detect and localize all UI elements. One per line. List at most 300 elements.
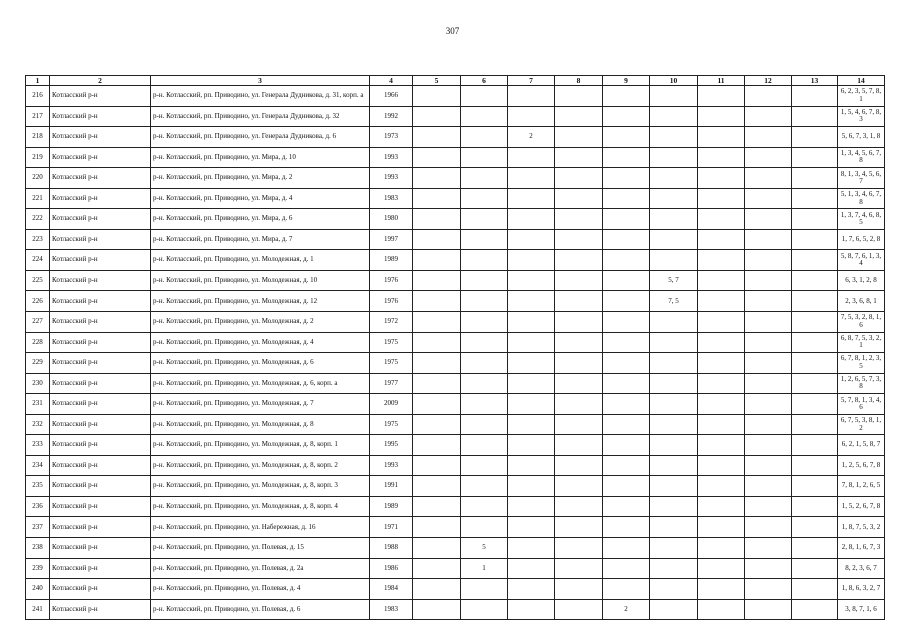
col-5-cell — [413, 188, 461, 209]
col-9-cell — [603, 188, 650, 209]
col-12-cell — [745, 476, 792, 497]
col-13-cell — [792, 147, 838, 168]
table-row — [26, 229, 885, 250]
col-5-cell — [413, 558, 461, 579]
col-7-cell — [508, 332, 555, 353]
col-12-cell — [745, 579, 792, 600]
col-9-cell — [603, 209, 650, 230]
page-number: 307 — [445, 26, 460, 36]
col-8-cell — [555, 291, 603, 312]
col-9-cell — [603, 312, 650, 333]
col-10-cell — [650, 209, 698, 230]
table-row — [26, 394, 885, 415]
col-9-cell — [603, 250, 650, 271]
col-12-cell — [745, 558, 792, 579]
col-5-cell — [413, 538, 461, 559]
col-11-cell — [698, 209, 745, 230]
table-row — [26, 476, 885, 497]
col-5-cell — [413, 209, 461, 230]
col-5-cell — [413, 517, 461, 538]
col-14-cell: 2, 8, 1, 6, 7, 3 — [838, 538, 885, 559]
col-14-cell: 5, 6, 7, 3, 1, 8 — [838, 127, 885, 148]
row-number-cell: 238 — [26, 538, 50, 559]
address-cell: р-н. Котласский, рп. Приводино, ул. Молодежная, д. 4 — [151, 332, 370, 353]
col-5-cell — [413, 353, 461, 374]
col-5-cell — [413, 435, 461, 456]
column-header-1: 1 — [26, 76, 50, 86]
col-13-cell — [792, 127, 838, 148]
table-row — [26, 312, 885, 333]
col-9-cell — [603, 353, 650, 374]
col-11-cell — [698, 394, 745, 415]
year-cell: 1984 — [370, 579, 413, 600]
col-13-cell — [792, 250, 838, 271]
year-cell: 1989 — [370, 250, 413, 271]
col-7-cell — [508, 291, 555, 312]
registry-table — [25, 75, 885, 620]
col-6-cell — [461, 435, 508, 456]
col-10-cell: 7, 5 — [650, 291, 698, 312]
district-cell: Котласский р-н — [50, 147, 151, 168]
column-header-9: 9 — [603, 76, 650, 86]
col-11-cell — [698, 147, 745, 168]
col-6-cell — [461, 414, 508, 435]
col-10-cell — [650, 106, 698, 127]
year-cell: 1976 — [370, 291, 413, 312]
col-6-cell — [461, 455, 508, 476]
row-number-cell: 220 — [26, 168, 50, 189]
row-number-cell: 241 — [26, 599, 50, 620]
district-cell: Котласский р-н — [50, 250, 151, 271]
col-9-cell — [603, 394, 650, 415]
col-10-cell — [650, 476, 698, 497]
col-8-cell — [555, 86, 603, 107]
col-6-cell — [461, 394, 508, 415]
col-7-cell — [508, 209, 555, 230]
col-10-cell — [650, 579, 698, 600]
col-11-cell — [698, 558, 745, 579]
col-12-cell — [745, 599, 792, 620]
address-cell: р-н. Котласский, рп. Приводино, ул. Полевая, д. 4 — [151, 579, 370, 600]
col-9-cell — [603, 455, 650, 476]
col-5-cell — [413, 106, 461, 127]
table-row — [26, 496, 885, 517]
col-12-cell — [745, 106, 792, 127]
col-14-cell: 1, 2, 6, 5, 7, 3, 8 — [838, 373, 885, 394]
year-cell: 1995 — [370, 435, 413, 456]
col-11-cell — [698, 579, 745, 600]
address-cell: р-н. Котласский, рп. Приводино, ул. Мира, д. 6 — [151, 209, 370, 230]
col-12-cell — [745, 86, 792, 107]
table-row — [26, 353, 885, 374]
col-8-cell — [555, 312, 603, 333]
col-12-cell — [745, 435, 792, 456]
col-8-cell — [555, 394, 603, 415]
address-cell: р-н. Котласский, рп. Приводино, ул. Генерала Дудникова, д. 32 — [151, 106, 370, 127]
col-5-cell — [413, 229, 461, 250]
table-row — [26, 127, 885, 148]
address-cell: р-н. Котласский, рп. Приводино, ул. Молодежная, д. 6, корп. а — [151, 373, 370, 394]
col-14-cell: 6, 2, 3, 5, 7, 8, 1 — [838, 86, 885, 107]
col-7-cell — [508, 270, 555, 291]
col-6-cell — [461, 168, 508, 189]
col-9-cell — [603, 538, 650, 559]
table-row — [26, 579, 885, 600]
district-cell: Котласский р-н — [50, 414, 151, 435]
col-8-cell — [555, 168, 603, 189]
col-5-cell — [413, 414, 461, 435]
district-cell: Котласский р-н — [50, 86, 151, 107]
col-9-cell — [603, 86, 650, 107]
col-14-cell: 7, 5, 3, 2, 8, 1, 6 — [838, 312, 885, 333]
col-6-cell — [461, 86, 508, 107]
col-12-cell — [745, 270, 792, 291]
col-11-cell — [698, 250, 745, 271]
col-10-cell — [650, 517, 698, 538]
col-5-cell — [413, 127, 461, 148]
col-9-cell — [603, 229, 650, 250]
col-9-cell — [603, 373, 650, 394]
col-8-cell — [555, 332, 603, 353]
col-14-cell: 8, 2, 3, 6, 7 — [838, 558, 885, 579]
col-8-cell — [555, 106, 603, 127]
col-10-cell: 5, 7 — [650, 270, 698, 291]
column-header-4: 4 — [370, 76, 413, 86]
district-cell: Котласский р-н — [50, 435, 151, 456]
address-cell: р-н. Котласский, рп. Приводино, ул. Полевая, д. 15 — [151, 538, 370, 559]
district-cell: Котласский р-н — [50, 517, 151, 538]
col-10-cell — [650, 168, 698, 189]
col-7-cell — [508, 168, 555, 189]
col-14-cell: 7, 8, 1, 2, 6, 5 — [838, 476, 885, 497]
col-5-cell — [413, 579, 461, 600]
year-cell: 2009 — [370, 394, 413, 415]
col-6-cell: 5 — [461, 538, 508, 559]
col-11-cell — [698, 496, 745, 517]
col-6-cell — [461, 147, 508, 168]
col-7-cell — [508, 147, 555, 168]
col-8-cell — [555, 414, 603, 435]
col-13-cell — [792, 476, 838, 497]
row-number-cell: 217 — [26, 106, 50, 127]
year-cell: 1997 — [370, 229, 413, 250]
year-cell: 1993 — [370, 168, 413, 189]
col-11-cell — [698, 270, 745, 291]
header-row — [26, 76, 885, 86]
col-7-cell — [508, 188, 555, 209]
col-7-cell — [508, 496, 555, 517]
col-7-cell — [508, 599, 555, 620]
year-cell: 1977 — [370, 373, 413, 394]
col-13-cell — [792, 394, 838, 415]
address-cell: р-н. Котласский, рп. Приводино, ул. Молодежная, д. 10 — [151, 270, 370, 291]
col-14-cell: 8, 1, 3, 4, 5, 6, 7 — [838, 168, 885, 189]
district-cell: Котласский р-н — [50, 229, 151, 250]
col-10-cell — [650, 455, 698, 476]
col-12-cell — [745, 455, 792, 476]
row-number-cell: 229 — [26, 353, 50, 374]
col-14-cell: 1, 8, 7, 5, 3, 2 — [838, 517, 885, 538]
col-8-cell — [555, 250, 603, 271]
col-13-cell — [792, 353, 838, 374]
column-header-6: 6 — [461, 76, 508, 86]
col-6-cell — [461, 353, 508, 374]
col-9-cell — [603, 517, 650, 538]
district-cell: Котласский р-н — [50, 579, 151, 600]
col-14-cell: 1, 7, 6, 5, 2, 8 — [838, 229, 885, 250]
col-10-cell — [650, 353, 698, 374]
col-7-cell — [508, 229, 555, 250]
col-9-cell — [603, 476, 650, 497]
col-13-cell — [792, 229, 838, 250]
row-number-cell: 224 — [26, 250, 50, 271]
col-13-cell — [792, 455, 838, 476]
year-cell: 1989 — [370, 496, 413, 517]
col-7-cell — [508, 476, 555, 497]
row-number-cell: 218 — [26, 127, 50, 148]
col-13-cell — [792, 558, 838, 579]
col-12-cell — [745, 517, 792, 538]
col-13-cell — [792, 188, 838, 209]
address-cell: р-н. Котласский, рп. Приводино, ул. Генерала Дудникова, д. 31, корп. а — [151, 86, 370, 107]
col-7-cell — [508, 435, 555, 456]
col-12-cell — [745, 127, 792, 148]
col-10-cell — [650, 332, 698, 353]
col-10-cell — [650, 86, 698, 107]
col-12-cell — [745, 353, 792, 374]
row-number-cell: 235 — [26, 476, 50, 497]
column-header-14: 14 — [838, 76, 885, 86]
year-cell: 1976 — [370, 270, 413, 291]
col-7-cell — [508, 106, 555, 127]
col-11-cell — [698, 414, 745, 435]
table-row — [26, 373, 885, 394]
col-12-cell — [745, 250, 792, 271]
col-13-cell — [792, 332, 838, 353]
col-11-cell — [698, 127, 745, 148]
column-header-2: 2 — [50, 76, 151, 86]
col-14-cell: 5, 7, 8, 1, 3, 4, 6 — [838, 394, 885, 415]
col-6-cell — [461, 599, 508, 620]
col-7-cell — [508, 86, 555, 107]
table-row — [26, 209, 885, 230]
row-number-cell: 225 — [26, 270, 50, 291]
col-9-cell — [603, 496, 650, 517]
table-row — [26, 270, 885, 291]
district-cell: Котласский р-н — [50, 373, 151, 394]
col-11-cell — [698, 435, 745, 456]
col-10-cell — [650, 435, 698, 456]
col-11-cell — [698, 373, 745, 394]
col-9-cell — [603, 435, 650, 456]
row-number-cell: 221 — [26, 188, 50, 209]
year-cell: 1975 — [370, 414, 413, 435]
col-6-cell — [461, 496, 508, 517]
col-13-cell — [792, 291, 838, 312]
year-cell: 1975 — [370, 332, 413, 353]
col-6-cell — [461, 373, 508, 394]
col-10-cell — [650, 229, 698, 250]
col-8-cell — [555, 373, 603, 394]
col-9-cell — [603, 168, 650, 189]
row-number-cell: 231 — [26, 394, 50, 415]
col-9-cell — [603, 147, 650, 168]
col-9-cell — [603, 291, 650, 312]
col-6-cell: 1 — [461, 558, 508, 579]
col-9-cell — [603, 332, 650, 353]
col-12-cell — [745, 496, 792, 517]
col-10-cell — [650, 496, 698, 517]
col-11-cell — [698, 538, 745, 559]
col-12-cell — [745, 168, 792, 189]
table-row — [26, 332, 885, 353]
col-14-cell: 1, 8, 6, 3, 2, 7 — [838, 579, 885, 600]
col-9-cell — [603, 127, 650, 148]
district-cell: Котласский р-н — [50, 106, 151, 127]
col-14-cell: 5, 1, 3, 4, 6, 7, 8 — [838, 188, 885, 209]
year-cell: 1983 — [370, 188, 413, 209]
col-14-cell: 1, 5, 2, 6, 7, 8 — [838, 496, 885, 517]
col-14-cell: 6, 7, 5, 3, 8, 1, 2 — [838, 414, 885, 435]
col-10-cell — [650, 394, 698, 415]
col-6-cell — [461, 127, 508, 148]
col-12-cell — [745, 209, 792, 230]
column-header-12: 12 — [745, 76, 792, 86]
address-cell: р-н. Котласский, рп. Приводино, ул. Молодежная, д. 8, корп. 2 — [151, 455, 370, 476]
col-11-cell — [698, 517, 745, 538]
col-8-cell — [555, 517, 603, 538]
address-cell: р-н. Котласский, рп. Приводино, ул. Молодежная, д. 8 — [151, 414, 370, 435]
row-number-cell: 230 — [26, 373, 50, 394]
col-12-cell — [745, 394, 792, 415]
district-cell: Котласский р-н — [50, 332, 151, 353]
col-11-cell — [698, 312, 745, 333]
row-number-cell: 227 — [26, 312, 50, 333]
col-12-cell — [745, 332, 792, 353]
col-11-cell — [698, 106, 745, 127]
col-7-cell — [508, 538, 555, 559]
address-cell: р-н. Котласский, рп. Приводино, ул. Полевая, д. 2а — [151, 558, 370, 579]
col-13-cell — [792, 599, 838, 620]
col-9-cell — [603, 106, 650, 127]
col-11-cell — [698, 455, 745, 476]
col-8-cell — [555, 496, 603, 517]
col-5-cell — [413, 147, 461, 168]
col-8-cell — [555, 209, 603, 230]
table-row — [26, 558, 885, 579]
year-cell: 1993 — [370, 455, 413, 476]
year-cell: 1973 — [370, 127, 413, 148]
col-7-cell — [508, 353, 555, 374]
table-row — [26, 188, 885, 209]
col-14-cell: 1, 3, 4, 5, 6, 7, 8 — [838, 147, 885, 168]
year-cell: 1986 — [370, 558, 413, 579]
col-5-cell — [413, 168, 461, 189]
row-number-cell: 228 — [26, 332, 50, 353]
table-row — [26, 106, 885, 127]
col-11-cell — [698, 291, 745, 312]
column-header-7: 7 — [508, 76, 555, 86]
col-13-cell — [792, 106, 838, 127]
col-11-cell — [698, 229, 745, 250]
col-13-cell — [792, 538, 838, 559]
row-number-cell: 234 — [26, 455, 50, 476]
address-cell: р-н. Котласский, рп. Приводино, ул. Молодежная, д. 6 — [151, 353, 370, 374]
col-5-cell — [413, 332, 461, 353]
col-11-cell — [698, 599, 745, 620]
col-14-cell: 6, 7, 8, 1, 2, 3, 5 — [838, 353, 885, 374]
row-number-cell: 239 — [26, 558, 50, 579]
col-7-cell — [508, 517, 555, 538]
col-9-cell: 2 — [603, 599, 650, 620]
col-11-cell — [698, 476, 745, 497]
col-5-cell — [413, 270, 461, 291]
row-number-cell: 222 — [26, 209, 50, 230]
col-14-cell: 6, 3, 1, 2, 8 — [838, 270, 885, 291]
table-row — [26, 168, 885, 189]
col-8-cell — [555, 558, 603, 579]
table-row — [26, 147, 885, 168]
col-7-cell — [508, 312, 555, 333]
address-cell: р-н. Котласский, рп. Приводино, ул. Молодежная, д. 7 — [151, 394, 370, 415]
table-row — [26, 599, 885, 620]
column-header-13: 13 — [792, 76, 838, 86]
address-cell: р-н. Котласский, рп. Приводино, ул. Молодежная, д. 8, корп. 3 — [151, 476, 370, 497]
col-14-cell: 1, 3, 7, 4, 6, 8, 5 — [838, 209, 885, 230]
col-10-cell — [650, 599, 698, 620]
col-14-cell: 6, 2, 1, 5, 8, 7 — [838, 435, 885, 456]
address-cell: р-н. Котласский, рп. Приводино, ул. Набережная, д. 16 — [151, 517, 370, 538]
col-5-cell — [413, 599, 461, 620]
col-13-cell — [792, 270, 838, 291]
col-7-cell: 2 — [508, 127, 555, 148]
row-number-cell: 240 — [26, 579, 50, 600]
year-cell: 1992 — [370, 106, 413, 127]
address-cell: р-н. Котласский, рп. Приводино, ул. Мира, д. 7 — [151, 229, 370, 250]
district-cell: Котласский р-н — [50, 127, 151, 148]
col-6-cell — [461, 106, 508, 127]
col-11-cell — [698, 168, 745, 189]
col-13-cell — [792, 312, 838, 333]
col-13-cell — [792, 168, 838, 189]
col-9-cell — [603, 414, 650, 435]
col-5-cell — [413, 476, 461, 497]
col-10-cell — [650, 312, 698, 333]
column-header-3: 3 — [151, 76, 370, 86]
year-cell: 1993 — [370, 147, 413, 168]
col-10-cell — [650, 538, 698, 559]
table-row — [26, 435, 885, 456]
address-cell: р-н. Котласский, рп. Приводино, ул. Молодежная, д. 8, корп. 1 — [151, 435, 370, 456]
column-header-5: 5 — [413, 76, 461, 86]
col-6-cell — [461, 209, 508, 230]
col-5-cell — [413, 394, 461, 415]
col-6-cell — [461, 517, 508, 538]
row-number-cell: 237 — [26, 517, 50, 538]
col-8-cell — [555, 270, 603, 291]
col-13-cell — [792, 496, 838, 517]
col-11-cell — [698, 332, 745, 353]
address-cell: р-н. Котласский, рп. Приводино, ул. Генерала Дудникова, д. 6 — [151, 127, 370, 148]
col-12-cell — [745, 373, 792, 394]
col-10-cell — [650, 147, 698, 168]
col-13-cell — [792, 517, 838, 538]
col-8-cell — [555, 353, 603, 374]
table-row — [26, 455, 885, 476]
col-9-cell — [603, 270, 650, 291]
district-cell: Котласский р-н — [50, 476, 151, 497]
year-cell: 1983 — [370, 599, 413, 620]
